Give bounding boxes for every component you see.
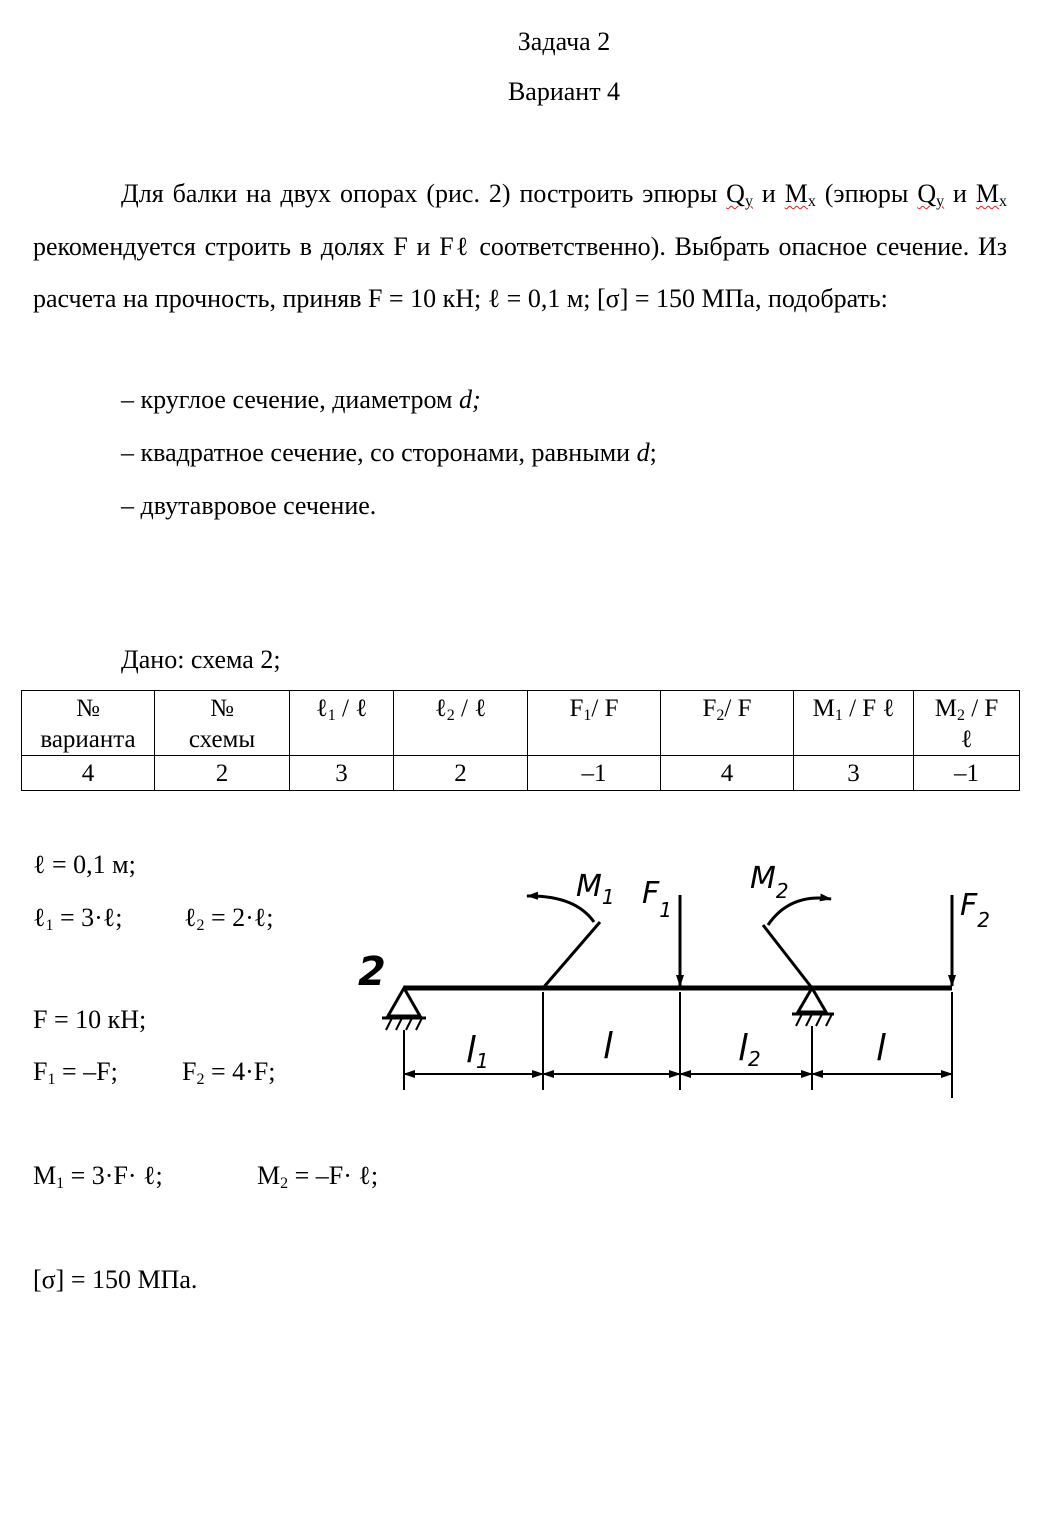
- right-support-icon: [792, 988, 834, 1026]
- given-f1: $F_1 = -F$;: [33, 1057, 118, 1088]
- table-cell: 3: [290, 756, 394, 791]
- problem-part: и: [752, 179, 785, 208]
- table-cell: 4: [22, 756, 155, 791]
- th-l1: ℓ$_1$ / ℓ: [290, 691, 394, 756]
- dim-l-label: l: [603, 1026, 614, 1067]
- problem-part: и: [944, 179, 976, 208]
- dim-l-last-label: l: [876, 1028, 887, 1069]
- qy-symbol: $Q_y$: [917, 179, 945, 210]
- given-f: F = 10 кН;: [33, 1005, 147, 1034]
- table-cell: 4: [661, 756, 794, 791]
- f2-label: $F_2$: [960, 888, 990, 932]
- table-cell: 2: [394, 756, 528, 791]
- bullet-square: – квадратное сечение, со сторонами, равными d;: [121, 438, 657, 467]
- mx-symbol: $M_x$: [975, 179, 1008, 210]
- extension-lines: [404, 992, 952, 1098]
- table-cell: –1: [528, 756, 661, 791]
- left-support-icon: [382, 988, 426, 1030]
- th-variant: № варианта: [22, 691, 155, 756]
- moment-m1-icon: [527, 896, 600, 988]
- bullet-ibeam: – двутавровое сечение.: [121, 491, 377, 520]
- table-cell: 3: [794, 756, 914, 791]
- qy-symbol: $Q_y$: [726, 179, 753, 210]
- m1-label: $M_1$: [576, 869, 615, 909]
- given-l2: ℓ$_2$ = 2·ℓ;: [184, 903, 274, 934]
- th-l2: ℓ$_2$ / ℓ: [394, 691, 528, 756]
- given-f2: $F_2 = 4\cdot F$;: [182, 1057, 276, 1088]
- task-title: Задача 2: [517, 27, 611, 56]
- problem-part: (эпюры: [815, 179, 909, 208]
- scheme-number: 2: [358, 949, 386, 995]
- th-m2: $M_2$ / F ℓ: [914, 691, 1020, 756]
- moment-m2-icon: [763, 898, 831, 988]
- given-label: Дано: схема 2;: [121, 645, 281, 674]
- th-m1: $M_1$ / F ℓ: [794, 691, 914, 756]
- th-scheme: № схемы: [155, 691, 290, 756]
- table-cell: 2: [155, 756, 290, 791]
- given-l: ℓ = 0,1 м;: [33, 850, 136, 879]
- given-sigma: [σ] = 150 МПа.: [33, 1265, 198, 1294]
- given-m1: $M_1 = 3\cdot F\cdot$ ℓ;: [33, 1161, 163, 1192]
- bullet-round: – круглое сечение, диаметром d;: [121, 385, 481, 414]
- mx-symbol: $M_x$: [784, 179, 816, 210]
- problem-part: Для балки на двух опорах (рис. 2) построить эпюры: [121, 179, 727, 208]
- th-f2: $F_2/$ F: [661, 691, 794, 756]
- m2-label: $M_2$: [750, 861, 789, 903]
- dim-l2-label: l2: [738, 1028, 761, 1071]
- given-l1: ℓ$_1$ = 3·ℓ;: [33, 903, 123, 934]
- f1-label: $F_1$: [642, 876, 672, 922]
- problem-part: рекомендуется строить в долях F и Fℓ соответственно). Выбрать опасное сечение. Из расчета на прочность, приняв F = 10 кН; ℓ = 0,1 м; [σ] = 150 МПа, подобрать:: [33, 231, 1008, 313]
- table-cell: –1: [914, 756, 1020, 791]
- variant-title: Вариант 4: [507, 77, 621, 106]
- dim-l1-label: l1: [466, 1030, 489, 1073]
- th-f1: $F_1/$ F: [528, 691, 661, 756]
- given-m2: $M_2 = -F\cdot$ ℓ;: [257, 1161, 379, 1192]
